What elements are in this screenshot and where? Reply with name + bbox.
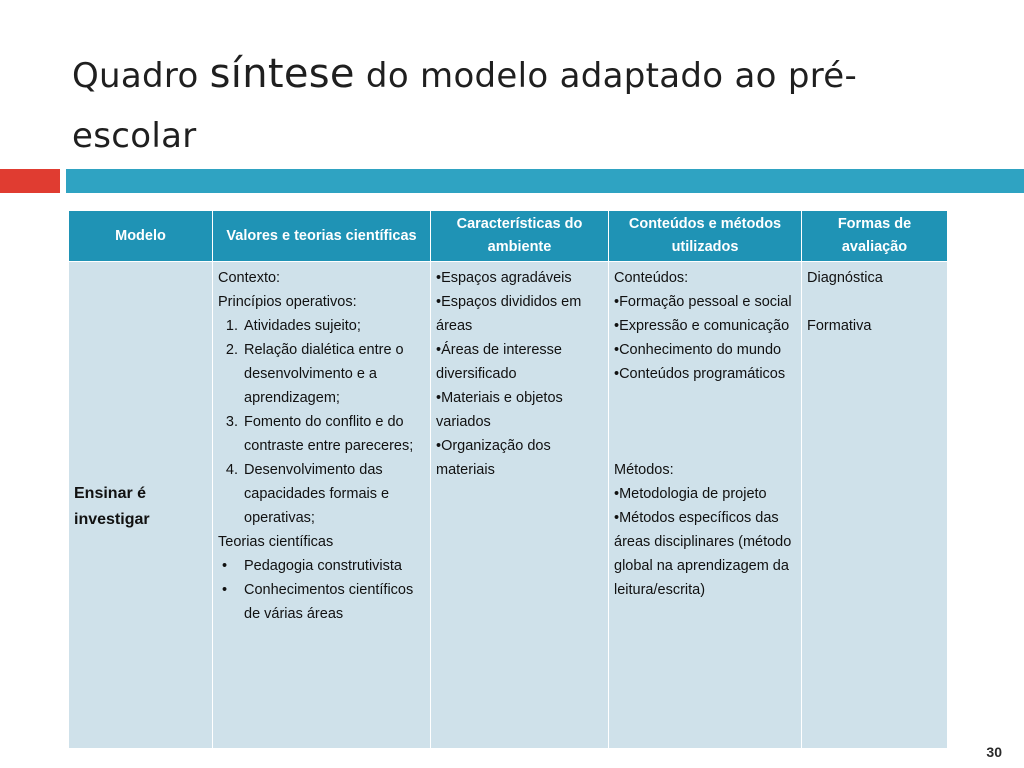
- list-item: •Materiais e objetos variados: [436, 390, 563, 430]
- list-item: • Pedagogia construtivista: [242, 554, 426, 578]
- list-item: •Metodologia de projeto: [614, 486, 767, 502]
- list-item: •Formação pessoal e social: [614, 294, 792, 310]
- table-row: [69, 262, 948, 749]
- list-item: • Conhecimentos científicos de várias áreas: [242, 578, 426, 626]
- spacer: [807, 290, 943, 314]
- accent-bar-red: [0, 169, 60, 193]
- list-item: •Conhecimento do mundo: [614, 342, 782, 358]
- list-item: 2. Relação dialética entre o desenvolvimento e a aprendizagem;: [242, 338, 426, 410]
- avaliacao-formativa: Formativa: [807, 318, 872, 334]
- title-emphasis: síntese: [209, 51, 355, 97]
- title-part-1: Quadro: [72, 56, 210, 96]
- valores-cell: [213, 262, 431, 749]
- list-item: •Espaços divididos em áreas: [436, 294, 582, 334]
- page-number: 30: [986, 744, 1002, 760]
- principios-label: Princípios operativos:: [218, 294, 357, 310]
- list-item: •Áreas de interesse diversificado: [436, 342, 562, 382]
- contexto-label: Contexto:: [218, 270, 281, 286]
- table-header-row: [69, 211, 948, 262]
- accent-bar-teal: [66, 169, 1024, 193]
- header-caracteristicas: Características do ambiente: [431, 211, 609, 262]
- header-modelo: Modelo: [69, 211, 213, 262]
- header-valores: Valores e teorias científicas: [213, 211, 431, 262]
- metodos-label: Métodos:: [614, 462, 674, 478]
- header-avaliacao: Formas de avaliação: [802, 211, 948, 262]
- page-title: [72, 44, 972, 166]
- spacer: [614, 386, 797, 458]
- conteudos-cell: [609, 262, 802, 749]
- principios-list: [218, 314, 426, 530]
- list-item: 4. Desenvolvimento das capacidades formais e operativas;: [242, 458, 426, 530]
- header-conteudos: Conteúdos e métodos utilizados: [609, 211, 802, 262]
- ambiente-cell: [431, 262, 609, 749]
- list-item: •Organização dos materiais: [436, 438, 551, 478]
- list-item: •Espaços agradáveis: [436, 270, 572, 286]
- conteudos-label: Conteúdos:: [614, 270, 689, 286]
- list-item: •Métodos específicos das áreas disciplinares (método global na aprendizagem da leitura/escrita): [614, 510, 792, 598]
- avaliacao-diagnostica: Diagnóstica: [807, 270, 883, 286]
- title-part-3: do modelo adaptado ao pré-escolar: [72, 56, 858, 156]
- list-item: 1. Atividades sujeito;: [242, 314, 426, 338]
- teorias-label: Teorias científicas: [218, 534, 334, 550]
- list-item: •Expressão e comunicação: [614, 318, 790, 334]
- avaliacao-cell: [802, 262, 948, 749]
- list-item: •Conteúdos programáticos: [614, 366, 786, 382]
- list-item: 3. Fomento do conflito e do contraste entre pareceres;: [242, 410, 426, 458]
- teorias-list: [218, 554, 426, 626]
- model-cell: Ensinar é investigar: [69, 262, 213, 749]
- synthesis-table: [68, 210, 948, 749]
